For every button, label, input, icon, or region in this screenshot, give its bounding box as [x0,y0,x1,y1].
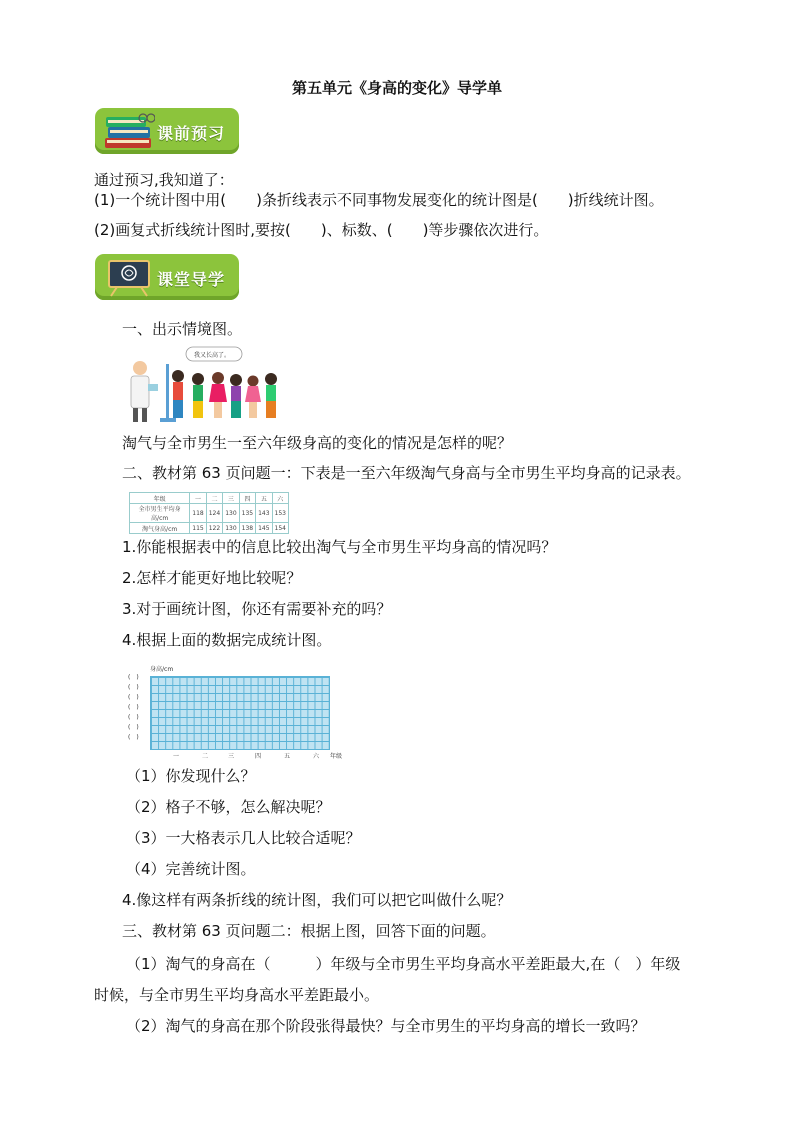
blank-grid-chart [150,676,330,750]
table-header-cell: 二 [206,493,222,504]
table-cell: 130 [223,504,239,523]
section2-question-5: 4.像这样有两条折线的统计图，我们可以把它叫做什么呢？ [122,891,512,909]
section3-question-1b: 时候，与全市男生平均身高水平差距最小。 [94,986,380,1004]
section3-question-1a: （1）淘气的身高在（ ）年级与全市男生平均身高水平差距最大,在（ ）年级 [126,955,681,973]
section1-heading: 一、出示情境图。 [122,320,243,338]
table-cell: 115 [190,523,206,534]
chart-ylabel: 身高/cm [150,666,174,673]
table-cell: 145 [256,523,272,534]
y-blank: ( ) [128,724,139,731]
x-tick: 一 [173,753,180,760]
table-cell: 130 [223,523,239,534]
table-cell: 122 [206,523,222,534]
chart-xlabel: 年级 [330,753,343,760]
table-header-cell: 四 [239,493,255,504]
subquestion-1: （1）你发现什么？ [126,767,256,785]
y-blank: ( ) [128,694,139,701]
table-row [130,504,289,523]
table-cell: 118 [190,504,206,523]
banner-classroom [95,254,239,300]
table-header-cell: 一 [190,493,206,504]
table-cell: 淘气身高/cm [130,523,190,534]
section2-question-2: 2.怎样才能更好地比较呢？ [122,569,302,587]
books-icon [101,112,155,152]
x-tick: 二 [202,753,209,760]
subquestion-4: （4）完善统计图。 [126,860,256,878]
y-blank: ( ) [128,714,139,721]
banner-classroom-label: 课堂导学 [157,270,226,289]
table-header-cell: 三 [223,493,239,504]
section2-question-4: 4.根据上面的数据完成统计图。 [122,631,332,649]
table-cell: 138 [239,523,255,534]
preview-question-1: (1)一个统计图中用( )条折线表示不同事物发展变化的统计图是( )折线统计图。 [94,191,664,209]
table-cell: 124 [206,504,222,523]
y-blank: ( ) [128,704,139,711]
section3-heading: 三、教材第 63 页问题二：根据上图，回答下面的问题。 [122,922,496,940]
x-tick: 三 [228,753,235,760]
preview-intro: 通过预习,我知道了： [94,171,234,189]
subquestion-3: （3）一大格表示几人比较合适呢？ [126,829,361,847]
table-header-cell: 六 [272,493,288,504]
table-cell: 143 [256,504,272,523]
table-cell: 153 [272,504,288,523]
scene-illustration [126,346,280,424]
table-cell: 全市男生平均身高/cm [130,504,190,523]
page-title: 第五单元《身高的变化》导学单 [291,79,502,97]
section2-heading: 二、教材第 63 页问题一：下表是一至六年级淘气身高与全市男生平均身高的记录表。 [122,464,691,482]
y-blank: ( ) [128,734,139,741]
speech-bubble-text: 我又长高了。 [194,352,231,359]
blackboard-icon [105,259,153,297]
y-blank: ( ) [128,674,139,681]
banner-preview-label: 课前预习 [157,124,226,143]
banner-preview [95,108,239,154]
table-header-row [130,493,289,504]
table-header-cell: 年级 [130,493,190,504]
chart-y-blanks [128,672,148,742]
preview-question-2: (2)画复式折线统计图时,要按( )、标数、( )等步骤依次进行。 [94,221,549,239]
x-tick: 六 [313,753,320,760]
table-row [130,523,289,534]
subquestion-2: （2）格子不够，怎么解决呢？ [126,798,331,816]
height-record-table [129,492,289,534]
x-tick: 五 [284,753,291,760]
section2-question-1: 1.你能根据表中的信息比较出淘气与全市男生平均身高的情况吗？ [122,538,557,556]
x-tick: 四 [255,753,262,760]
section1-question: 淘气与全市男生一至六年级身高的变化的情况是怎样的呢？ [122,434,513,452]
section2-question-3: 3.对于画统计图，你还有需要补充的吗？ [122,600,392,618]
section3-question-2: （2）淘气的身高在那个阶段张得最快？与全市男生的平均身高的增长一致吗？ [126,1017,646,1035]
table-cell: 154 [272,523,288,534]
table-cell: 135 [239,504,255,523]
y-blank: ( ) [128,684,139,691]
table-header-cell: 五 [256,493,272,504]
